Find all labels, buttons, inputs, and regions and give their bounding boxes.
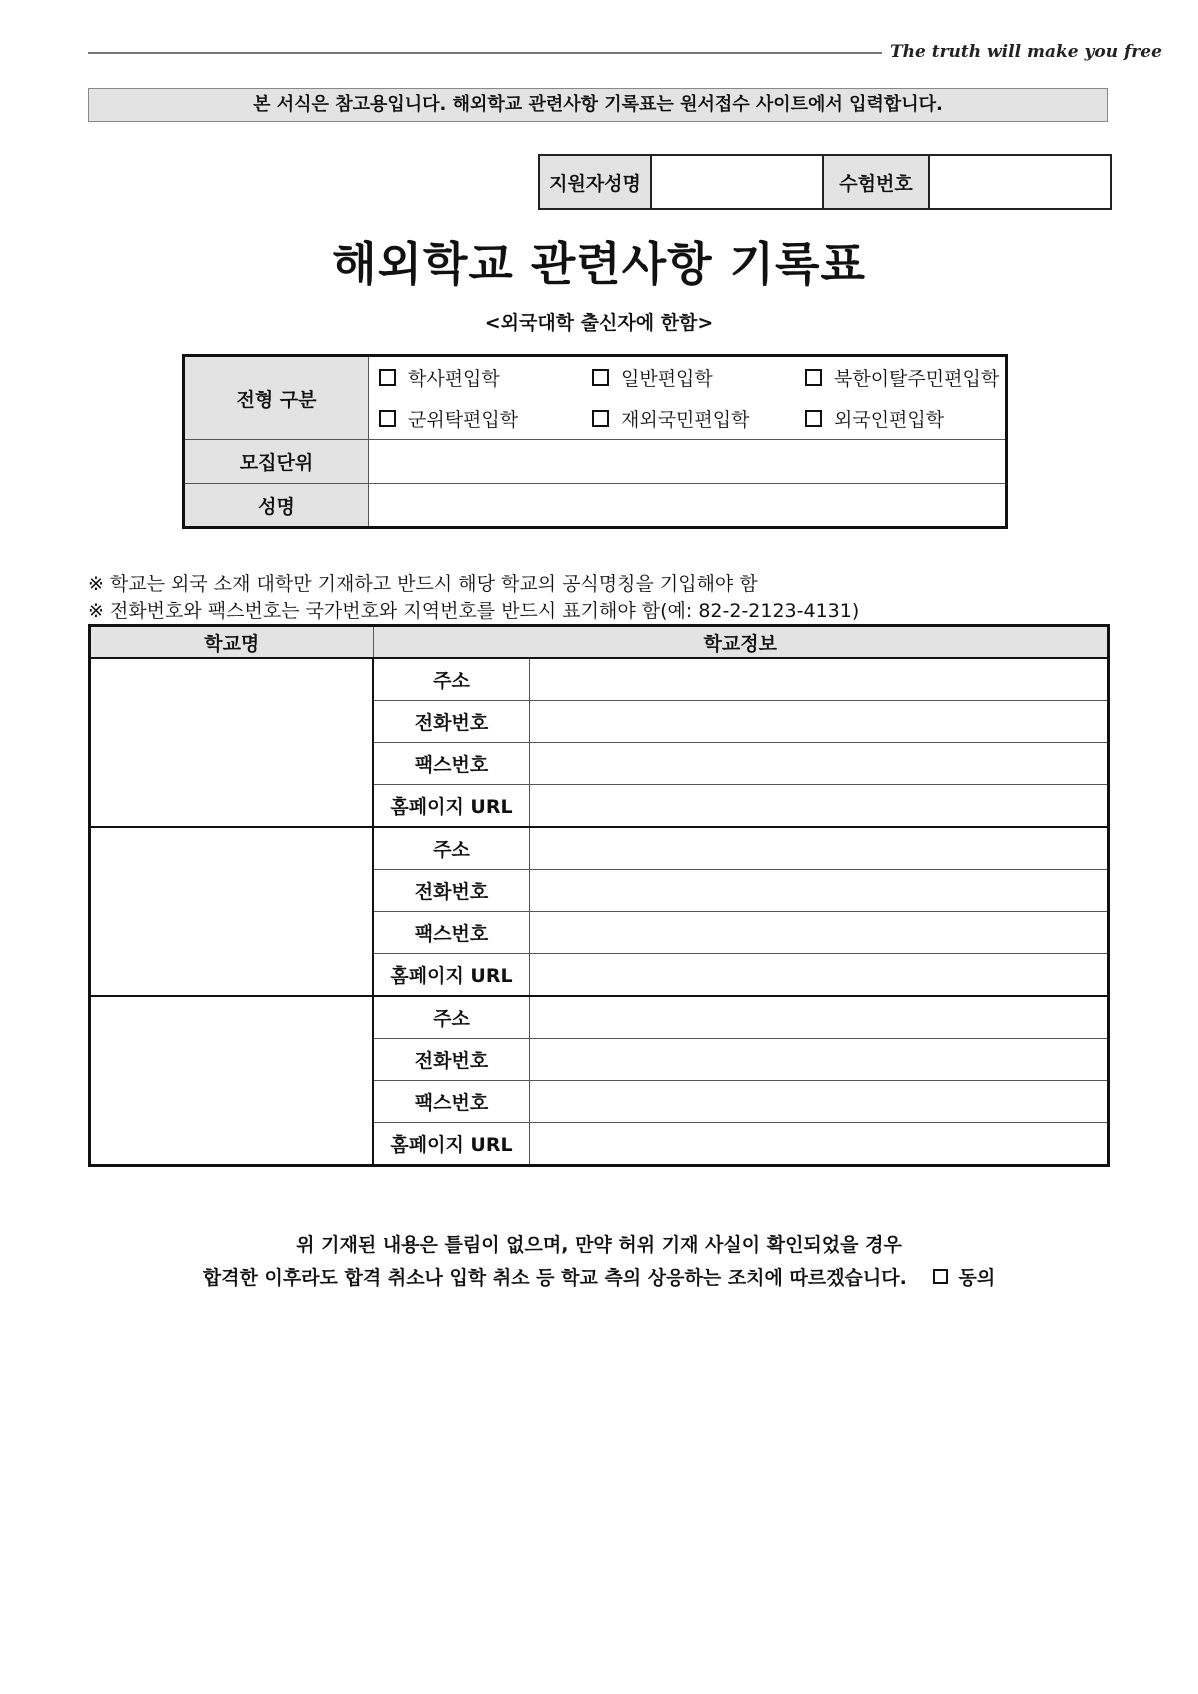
field-label-homepage-url: 홈페이지 URL: [373, 785, 530, 828]
fax-field[interactable]: [530, 743, 1109, 785]
application-type-options: [369, 356, 1007, 440]
agree-checkbox[interactable]: [933, 1263, 995, 1290]
field-label-fax: 팩스번호: [373, 1081, 530, 1123]
field-label-address: 주소: [373, 996, 530, 1039]
school-name-field[interactable]: [90, 827, 374, 996]
field-label-homepage-url: 홈페이지 URL: [373, 954, 530, 997]
option-label: 외국인편입학: [834, 409, 945, 431]
checkbox-icon[interactable]: [592, 410, 609, 427]
address-field[interactable]: [530, 996, 1109, 1039]
option-overseas-korean-transfer[interactable]: [592, 405, 805, 432]
checkbox-icon[interactable]: [805, 410, 822, 427]
name-label: 성명: [184, 484, 369, 528]
reference-notice: 본 서식은 참고용입니다. 해외학교 관련사항 기록표는 원서접수 사이트에서 입력합니다.: [88, 88, 1108, 122]
field-label-phone: 전화번호: [373, 870, 530, 912]
option-foreigner-transfer[interactable]: [805, 405, 1005, 432]
homepage-url-field[interactable]: [530, 785, 1109, 828]
checkbox-icon[interactable]: [379, 369, 396, 386]
checkbox-icon[interactable]: [805, 369, 822, 386]
option-label: 학사편입학: [408, 368, 500, 390]
pledge-line-2-text: 합격한 이후라도 합격 취소나 입학 취소 등 학교 측의 상응하는 조치에 따르겠습니다.: [202, 1267, 907, 1289]
option-general-transfer[interactable]: [592, 364, 805, 391]
school-name-field[interactable]: [90, 658, 374, 827]
pledge-line-1: 위 기재된 내용은 틀림이 없으며, 만약 허위 기재 사실이 확인되었을 경우: [296, 1234, 902, 1256]
name-field[interactable]: [369, 484, 1007, 528]
exam-number-label: 수험번호: [823, 155, 929, 209]
recruitment-unit-field[interactable]: [369, 440, 1007, 484]
address-field[interactable]: [530, 827, 1109, 870]
checkbox-icon[interactable]: [379, 410, 396, 427]
option-military-commission-transfer[interactable]: [379, 405, 592, 432]
homepage-url-field[interactable]: [530, 954, 1109, 997]
option-label: 북한이탈주민편입학: [834, 368, 1000, 390]
school-info-header: 학교정보: [373, 626, 1109, 659]
option-bachelor-transfer[interactable]: [379, 364, 592, 391]
pledge-line-2: [0, 1263, 1198, 1290]
homepage-url-field[interactable]: [530, 1123, 1109, 1166]
document-subtitle: <외국대학 출신자에 한함>: [484, 312, 714, 334]
checkbox-icon[interactable]: [592, 369, 609, 386]
field-label-fax: 팩스번호: [373, 912, 530, 954]
field-label-homepage-url: 홈페이지 URL: [373, 1123, 530, 1166]
option-north-korean-defector-transfer[interactable]: [805, 364, 1005, 391]
header-rule: [88, 52, 882, 54]
option-label: 일반편입학: [621, 368, 713, 390]
applicant-info-box: [538, 154, 1112, 210]
exam-number-field[interactable]: [929, 155, 1111, 209]
field-label-address: 주소: [373, 827, 530, 870]
agree-label: 동의: [958, 1267, 996, 1289]
school-info-table: [88, 624, 1110, 1167]
phone-field[interactable]: [530, 870, 1109, 912]
fax-field[interactable]: [530, 912, 1109, 954]
field-label-address: 주소: [373, 658, 530, 701]
field-label-fax: 팩스번호: [373, 743, 530, 785]
phone-field[interactable]: [530, 701, 1109, 743]
school-name-field[interactable]: [90, 996, 374, 1166]
document-title: 해외학교 관련사항 기록표: [332, 237, 866, 291]
phone-field[interactable]: [530, 1039, 1109, 1081]
option-label: 군위탁편입학: [408, 409, 519, 431]
application-type-label: 전형 구분: [184, 356, 369, 440]
option-label: 재외국민편입학: [621, 409, 750, 431]
address-field[interactable]: [530, 658, 1109, 701]
field-label-phone: 전화번호: [373, 701, 530, 743]
school-name-header: 학교명: [90, 626, 374, 659]
applicant-name-label: 지원자성명: [539, 155, 651, 209]
applicant-name-field[interactable]: [651, 155, 823, 209]
recruitment-unit-label: 모집단위: [184, 440, 369, 484]
application-type-table: [182, 354, 1008, 529]
field-label-phone: 전화번호: [373, 1039, 530, 1081]
university-motto: The truth will make you free: [890, 42, 1162, 62]
checkbox-icon[interactable]: [933, 1269, 948, 1284]
note-school-official-name: ※ 학교는 외국 소재 대학만 기재하고 반드시 해당 학교의 공식명칭을 기입해야 함: [88, 573, 758, 595]
fax-field[interactable]: [530, 1081, 1109, 1123]
note-phone-fax-format: ※ 전화번호와 팩스번호는 국가번호와 지역번호를 반드시 표기해야 함(예: 82-2-2123-4131): [88, 600, 860, 622]
